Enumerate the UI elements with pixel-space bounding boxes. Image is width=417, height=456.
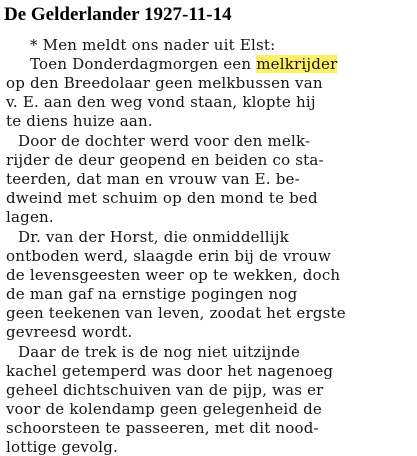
article-line: lagen. [6,208,54,226]
highlighted-term: melkrijder [256,55,338,73]
article-line: de levensgeesten weer op te wekken, doch [6,266,341,284]
article-line: lottige gevolg. [6,438,119,456]
article-line: te diens huize aan. [6,112,153,130]
article-line: dweind met schuim op den mond te bed [6,189,318,207]
article-line: geheel dichtschuiven van de pijp, was er [6,381,324,399]
article-line: geen teekenen van leven, zoodat het ergste [6,304,346,322]
article-line: ontboden werd, slaagde erin bij de vrouw [6,247,332,265]
article-line: gevreesd wordt. [6,323,133,341]
article-line: v. E. aan den weg vond staan, klopte hij [6,93,316,111]
article-line: voor de kolendamp geen gelegenheid de [6,400,322,418]
article-line: teerden, dat man en vrouw van E. be- [6,170,300,188]
article-line: op den Breedolaar geen melkbussen van [6,74,323,92]
article-line: * Men meldt ons nader uit Elst: [30,36,276,54]
article-line: Daar de trek is de nog niet uitzijnde [18,343,301,361]
article-line: Dr. van der Horst, die onmiddellijk [18,228,289,246]
article-line: Door de dochter werd voor den melk- [18,132,311,150]
article-line-text: Toen Donderdagmorgen een [30,55,257,73]
article-line: kachel getemperd was door het nagenoeg [6,362,334,380]
article-line: rijder de deur geopend en beiden co sta- [6,151,324,169]
article-line: de man gaf na ernstige pogingen nog [6,285,298,303]
article-line [30,55,337,73]
article-line: schoorsteen te passeeren, met dit nood- [6,419,319,437]
newspaper-title: De Gelderlander 1927-11-14 [4,4,232,25]
